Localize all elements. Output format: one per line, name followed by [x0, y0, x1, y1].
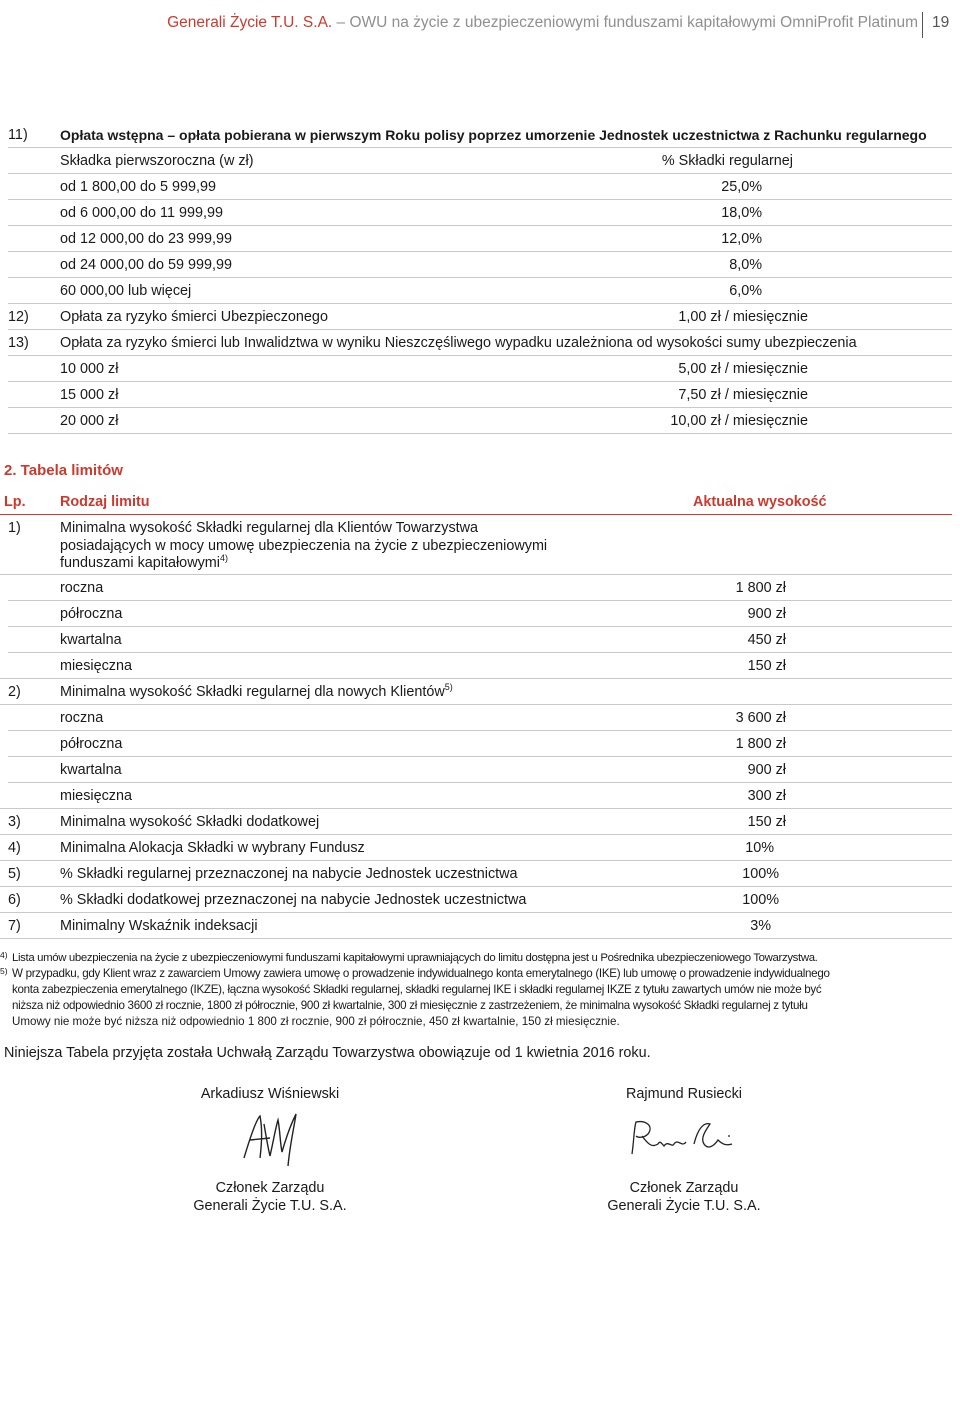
- fee-11-header-row: [8, 147, 952, 174]
- section-title: 2. Tabela limitów: [4, 462, 123, 479]
- table-row: [8, 355, 952, 382]
- header-title: [167, 14, 918, 32]
- signatory-name: Rajmund Rusiecki: [626, 1086, 742, 1102]
- limit-number: 4): [8, 840, 21, 856]
- table-row: [8, 407, 952, 434]
- limit-label-text: Minimalna wysokość Składki regularnej dla nowych Klientów: [60, 684, 445, 700]
- signatory-name: Arkadiusz Wiśniewski: [200, 1086, 340, 1102]
- footnote-text: niższa niż odpowiednio 3600 zł rocznie, 1800 zł półrocznie, 900 zł kwartalnie, 300 zł miesięcznie z zastrzeżeniem, że minimalna wysokość Składki regularnej z tytułu: [12, 999, 808, 1012]
- header-company: Generali Życie T.U. S.A.: [167, 14, 333, 31]
- premium-range: od 12 000,00 do 23 999,99: [60, 231, 233, 247]
- signatory-company: Generali Życie T.U. S.A.: [607, 1198, 761, 1214]
- limit-item-5: [0, 860, 952, 887]
- limit-number: 5): [8, 866, 21, 882]
- footnote-4: [0, 950, 955, 967]
- limit-value: 1 800 zł: [735, 580, 786, 596]
- footnote-text: konta zabezpieczenia emerytalnego (IKZE), łączna wysokość Składki regularnej, składki regularnej IKE i składki regularnej IKZE z tytułu zawartych umów nie może być: [12, 983, 822, 996]
- limit-value: 100%: [742, 866, 779, 882]
- limit-period: miesięczna: [60, 658, 132, 674]
- limits-header-row: [0, 488, 952, 515]
- fee-value: 1,00 zł / miesięcznie: [678, 309, 808, 325]
- premium-range: od 1 800,00 do 5 999,99: [60, 179, 217, 195]
- signature-2-image: [624, 1114, 744, 1164]
- limit-item-6: [0, 886, 952, 913]
- limit-item-1: [0, 514, 952, 575]
- table-row: [0, 652, 952, 679]
- footnote-text: Lista umów ubezpieczenia na życie z ubezpieczeniowymi funduszami kapitałowymi uprawniających do limitu dostępna jest u Pośrednika ubezpieczeniowego Towarzystwa.: [12, 952, 818, 964]
- limit-item-4: [0, 834, 952, 861]
- signatory-role: Członek Zarządu: [215, 1180, 325, 1196]
- header-subtitle: OWU na życie z ubezpieczeniowymi funduszami kapitałowymi OmniProfit Platinum: [349, 14, 918, 31]
- limit-value: 900 zł: [747, 606, 786, 622]
- footnote-text: W przypadku, gdy Klient wraz z zawarciem Umowy zawiera umowę o prowadzenie indywidualnego konta emerytalnego (IKE) lub umowę o prowadzenie indywidualnego: [12, 967, 830, 980]
- fee-title: Opłata wstępna – opłata pobierana w pierwszym Roku polisy poprzez umorzenie Jednostek uczestnictwa z Rachunku regularnego: [60, 127, 927, 143]
- fee-pct: 6,0%: [729, 283, 762, 299]
- table-row: [8, 626, 952, 653]
- col-current-value: Aktualna wysokość: [693, 494, 827, 510]
- limit-label: [60, 684, 453, 700]
- label-line: Minimalna wysokość Składki regularnej dla Klientów Towarzystwa: [60, 520, 479, 536]
- fee-value: 5,00 zł / miesięcznie: [678, 361, 808, 377]
- fee-pct: 25,0%: [721, 179, 762, 195]
- limit-value: 3%: [750, 918, 771, 934]
- table-row: [8, 381, 952, 408]
- footnote-ref: 4): [219, 553, 228, 564]
- footnote-mark: 4): [0, 950, 8, 960]
- limit-label: [60, 520, 600, 573]
- limit-number: 7): [8, 918, 21, 934]
- table-row: [8, 199, 952, 226]
- limit-value: 450 zł: [747, 632, 786, 648]
- limit-item-2: [0, 678, 952, 705]
- limit-number: 3): [8, 814, 21, 830]
- signature-1-image: [240, 1108, 310, 1170]
- fee-label: Opłata za ryzyko śmierci lub Inwalidztwa w wyniku Nieszczęśliwego wypadku uzależniona od wysokości sumy ubezpieczenia: [60, 335, 857, 351]
- fee-value: 7,50 zł / miesięcznie: [678, 387, 808, 403]
- footnote-ref: 5): [444, 682, 453, 693]
- col-regular-premium-pct: % Składki regularnej: [661, 153, 793, 169]
- label-line: posiadających w mocy umowę ubezpieczenia na życie z ubezpieczeniowymi: [60, 537, 548, 554]
- table-row: [0, 782, 952, 809]
- limit-label: Minimalny Wskaźnik indeksacji: [60, 918, 258, 934]
- col-first-year-premium: Składka pierwszoroczna (w zł): [60, 153, 254, 169]
- limit-label: Minimalna Alokacja Składki w wybrany Fundusz: [60, 840, 365, 856]
- running-header: [0, 14, 960, 38]
- sum-insured: 10 000 zł: [60, 361, 119, 377]
- fee-value: 10,00 zł / miesięcznie: [670, 413, 808, 429]
- closing-paragraph: Niniejsza Tabela przyjęta została Uchwałą Zarządu Towarzystwa obowiązuje od 1 kwietnia 2016 roku.: [4, 1045, 651, 1061]
- table-row: [8, 251, 952, 278]
- premium-range: od 24 000,00 do 59 999,99: [60, 257, 233, 273]
- limit-period: półroczna: [60, 606, 123, 622]
- limit-value: 1 800 zł: [735, 736, 786, 752]
- premium-range: od 6 000,00 do 11 999,99: [60, 205, 223, 221]
- table-row: [8, 225, 952, 252]
- fee-13-row: [8, 329, 952, 356]
- limit-period: miesięczna: [60, 788, 132, 804]
- fee-pct: 8,0%: [729, 257, 762, 273]
- limit-value: 900 zł: [747, 762, 786, 778]
- fee-label: Opłata za ryzyko śmierci Ubezpieczonego: [60, 309, 328, 325]
- limit-value: 100%: [742, 892, 779, 908]
- limit-number: 2): [8, 684, 21, 700]
- page-number: 19: [932, 14, 950, 31]
- limit-period: roczna: [60, 580, 104, 596]
- signatory-role: Członek Zarządu: [629, 1180, 739, 1196]
- limit-value: 3 600 zł: [735, 710, 786, 726]
- header-separator: –: [332, 14, 350, 31]
- sum-insured: 20 000 zł: [60, 413, 119, 429]
- limit-period: kwartalna: [60, 762, 122, 778]
- limit-period: roczna: [60, 710, 104, 726]
- signatory-company: Generali Życie T.U. S.A.: [193, 1198, 347, 1214]
- table-row: [8, 574, 952, 601]
- table-row: [8, 277, 952, 304]
- header-divider: [922, 12, 923, 38]
- limit-value: 300 zł: [747, 788, 786, 804]
- limit-value: 150 zł: [747, 814, 786, 830]
- premium-range: 60 000,00 lub więcej: [60, 283, 192, 299]
- limit-label: Minimalna wysokość Składki dodatkowej: [60, 814, 320, 830]
- col-limit-type: Rodzaj limitu: [60, 494, 150, 510]
- limit-item-7: [0, 912, 952, 939]
- fee-number: 13): [8, 335, 29, 351]
- limit-number: 6): [8, 892, 21, 908]
- table-row: [8, 756, 952, 783]
- limit-item-3: [0, 808, 952, 835]
- fee-number: 11): [8, 127, 28, 143]
- limit-number: 1): [8, 520, 21, 536]
- footnote-text: Umowy nie może być niższa niż odpowiednio 1 800 zł rocznie, 900 zł półrocznie, 450 zł kwartalnie, 150 zł miesięcznie.: [12, 1015, 620, 1028]
- limit-value: 10%: [745, 840, 774, 856]
- table-row: [8, 704, 952, 731]
- limit-period: półroczna: [60, 736, 123, 752]
- signatory-role-block: [584, 1179, 784, 1215]
- fee-pct: 12,0%: [721, 231, 762, 247]
- footnote-mark: 5): [0, 966, 8, 976]
- sum-insured: 15 000 zł: [60, 387, 119, 403]
- limit-period: kwartalna: [60, 632, 122, 648]
- table-row: [8, 730, 952, 757]
- table-row: [8, 173, 952, 200]
- fee-12-row: [8, 303, 952, 330]
- fee-number: 12): [8, 309, 29, 325]
- limit-label: % Składki regularnej przeznaczonej na nabycie Jednostek uczestnictwa: [60, 866, 518, 882]
- signatory-role-block: [170, 1179, 370, 1215]
- fee-pct: 18,0%: [721, 205, 762, 221]
- col-lp: Lp.: [4, 494, 26, 510]
- label-line: funduszami kapitałowymi: [60, 555, 220, 571]
- table-row: [8, 600, 952, 627]
- limit-value: 150 zł: [747, 658, 786, 674]
- fee-11-title-row: [8, 121, 952, 148]
- limit-label: % Składki dodatkowej przeznaczonej na nabycie Jednostek uczestnictwa: [60, 892, 527, 908]
- footnote-5: [0, 966, 955, 1032]
